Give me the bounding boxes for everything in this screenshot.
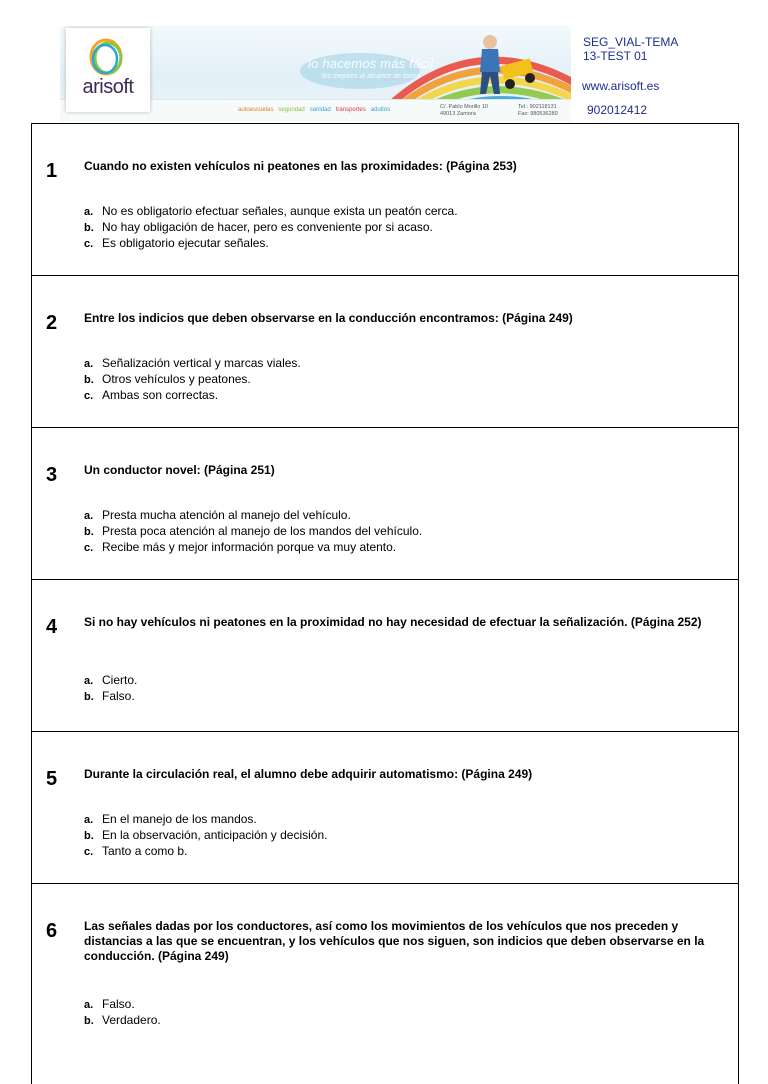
answer-list bbox=[84, 204, 458, 252]
answer-option[interactable] bbox=[84, 204, 458, 220]
question-row bbox=[32, 428, 738, 580]
test-code bbox=[583, 35, 678, 63]
question-row bbox=[32, 276, 738, 428]
question-number: 3 bbox=[46, 464, 58, 486]
test-code-line1: SEG_VIAL-TEMA bbox=[583, 35, 679, 49]
answer-option[interactable] bbox=[84, 673, 137, 689]
answer-list bbox=[84, 356, 301, 404]
answer-text: En el manejo de los mandos. bbox=[102, 812, 257, 826]
logo-rings-icon bbox=[84, 38, 130, 78]
question-row bbox=[32, 124, 738, 276]
address-city: 49013 Zamora bbox=[440, 111, 476, 117]
address-block bbox=[440, 104, 488, 118]
test-code-line2: 13-TEST 01 bbox=[583, 49, 648, 63]
answer-text: Falso. bbox=[102, 997, 135, 1011]
answer-list bbox=[84, 812, 327, 860]
contact-block bbox=[518, 104, 558, 118]
logo-text: arisoft bbox=[82, 76, 134, 98]
slogan-subtitle: los mejores al alcance de todos bbox=[322, 73, 421, 80]
answer-letter: a. bbox=[84, 206, 94, 218]
answer-text: Presta mucha atención al manejo del vehículo. bbox=[102, 508, 351, 522]
answer-list bbox=[84, 673, 137, 705]
answer-option[interactable] bbox=[84, 508, 422, 524]
answer-option[interactable] bbox=[84, 372, 301, 388]
answer-text: Es obligatorio ejecutar señales. bbox=[102, 236, 269, 250]
answer-text: No es obligatorio efectuar señales, aunque exista un peatón cerca. bbox=[102, 204, 458, 218]
question-text: Entre los indicios que deben observarse en la conducción encontramos: (Página 249) bbox=[84, 311, 573, 325]
answer-letter: b. bbox=[84, 222, 94, 234]
question-text: Un conductor novel: (Página 251) bbox=[84, 463, 275, 477]
answer-letter: a. bbox=[84, 510, 94, 522]
question-table bbox=[31, 123, 739, 1084]
question-number: 1 bbox=[46, 160, 58, 182]
fax-number: Fax: 980536280 bbox=[518, 111, 558, 117]
answer-text: En la observación, anticipación y decisión. bbox=[102, 828, 328, 842]
answer-option[interactable] bbox=[84, 812, 327, 828]
answer-text: Otros vehículos y peatones. bbox=[102, 372, 251, 386]
answer-text: No hay obligación de hacer, pero es conveniente por si acaso. bbox=[102, 220, 433, 234]
question-number: 4 bbox=[46, 616, 58, 638]
question-text: Cuando no existen vehículos ni peatones en las proximidades: (Página 253) bbox=[84, 159, 517, 173]
answer-letter: b. bbox=[84, 830, 94, 842]
child-with-toy-truck-image bbox=[460, 32, 550, 102]
answer-option[interactable] bbox=[84, 540, 422, 556]
answer-option[interactable] bbox=[84, 220, 458, 236]
question-number: 2 bbox=[46, 312, 58, 334]
answer-option[interactable] bbox=[84, 524, 422, 540]
website-link[interactable]: www.arisoft.es bbox=[582, 79, 660, 93]
category-item: autoescuelas bbox=[238, 107, 274, 113]
question-number: 5 bbox=[46, 768, 58, 790]
answer-letter: c. bbox=[84, 238, 94, 250]
category-item: seguridad bbox=[278, 107, 305, 113]
phone-number: 902012412 bbox=[587, 103, 648, 117]
address-street: C/. Pablo Morillo 10 bbox=[440, 104, 488, 110]
answer-letter: b. bbox=[84, 526, 94, 538]
answer-text: Verdadero. bbox=[102, 1013, 161, 1027]
answer-text: Tanto a como b. bbox=[102, 844, 188, 858]
answer-text: Falso. bbox=[102, 689, 135, 703]
answer-option[interactable] bbox=[84, 1013, 161, 1029]
answer-letter: a. bbox=[84, 999, 94, 1011]
answer-option[interactable] bbox=[84, 356, 301, 372]
category-item: adultos bbox=[370, 107, 391, 113]
header-banner bbox=[60, 26, 571, 122]
answer-letter: b. bbox=[84, 691, 94, 703]
answer-letter: c. bbox=[84, 390, 94, 402]
answer-list bbox=[84, 508, 422, 556]
question-row bbox=[32, 580, 738, 732]
answer-option[interactable] bbox=[84, 828, 327, 844]
category-item: transportes bbox=[335, 107, 366, 113]
answer-option[interactable] bbox=[84, 997, 161, 1013]
question-row bbox=[32, 732, 738, 884]
answer-list bbox=[84, 997, 161, 1029]
answer-option[interactable] bbox=[84, 844, 327, 860]
question-text: Las señales dadas por los conductores, así como los movimientos de los vehículos que nos preceden y distancias a las que se encuentran, y los vehículos que nos siguen, son indicios que deben observarse en la conducción. (Página 249) bbox=[84, 919, 705, 963]
slogan: lo hacemos más fácil bbox=[308, 56, 434, 71]
answer-option[interactable] bbox=[84, 388, 301, 404]
answer-letter: a. bbox=[84, 358, 94, 370]
answer-option[interactable] bbox=[84, 689, 137, 705]
category-item: sanidad bbox=[309, 107, 331, 113]
answer-letter: a. bbox=[84, 814, 94, 826]
answer-letter: c. bbox=[84, 846, 94, 858]
category-list bbox=[238, 107, 395, 113]
answer-letter: b. bbox=[84, 1015, 94, 1027]
answer-option[interactable] bbox=[84, 236, 458, 252]
question-text: Durante la circulación real, el alumno debe adquirir automatismo: (Página 249) bbox=[84, 767, 533, 781]
answer-letter: c. bbox=[84, 542, 94, 554]
arisoft-logo bbox=[66, 28, 150, 112]
answer-letter: a. bbox=[84, 675, 94, 687]
answer-text: Cierto. bbox=[102, 673, 138, 687]
answer-text: Ambas son correctas. bbox=[102, 388, 219, 402]
answer-letter: b. bbox=[84, 374, 94, 386]
answer-text: Recibe más y mejor información porque va muy atento. bbox=[102, 540, 397, 554]
tel-number: Tel.: 902118131 bbox=[518, 104, 557, 110]
answer-text: Presta poca atención al manejo de los mandos del vehículo. bbox=[102, 524, 423, 538]
question-number: 6 bbox=[46, 920, 58, 942]
question-text: Si no hay vehículos ni peatones en la proximidad no hay necesidad de efectuar la señalización. (Página 252) bbox=[84, 615, 702, 629]
answer-text: Señalización vertical y marcas viales. bbox=[102, 356, 301, 370]
question-row bbox=[32, 884, 738, 1084]
